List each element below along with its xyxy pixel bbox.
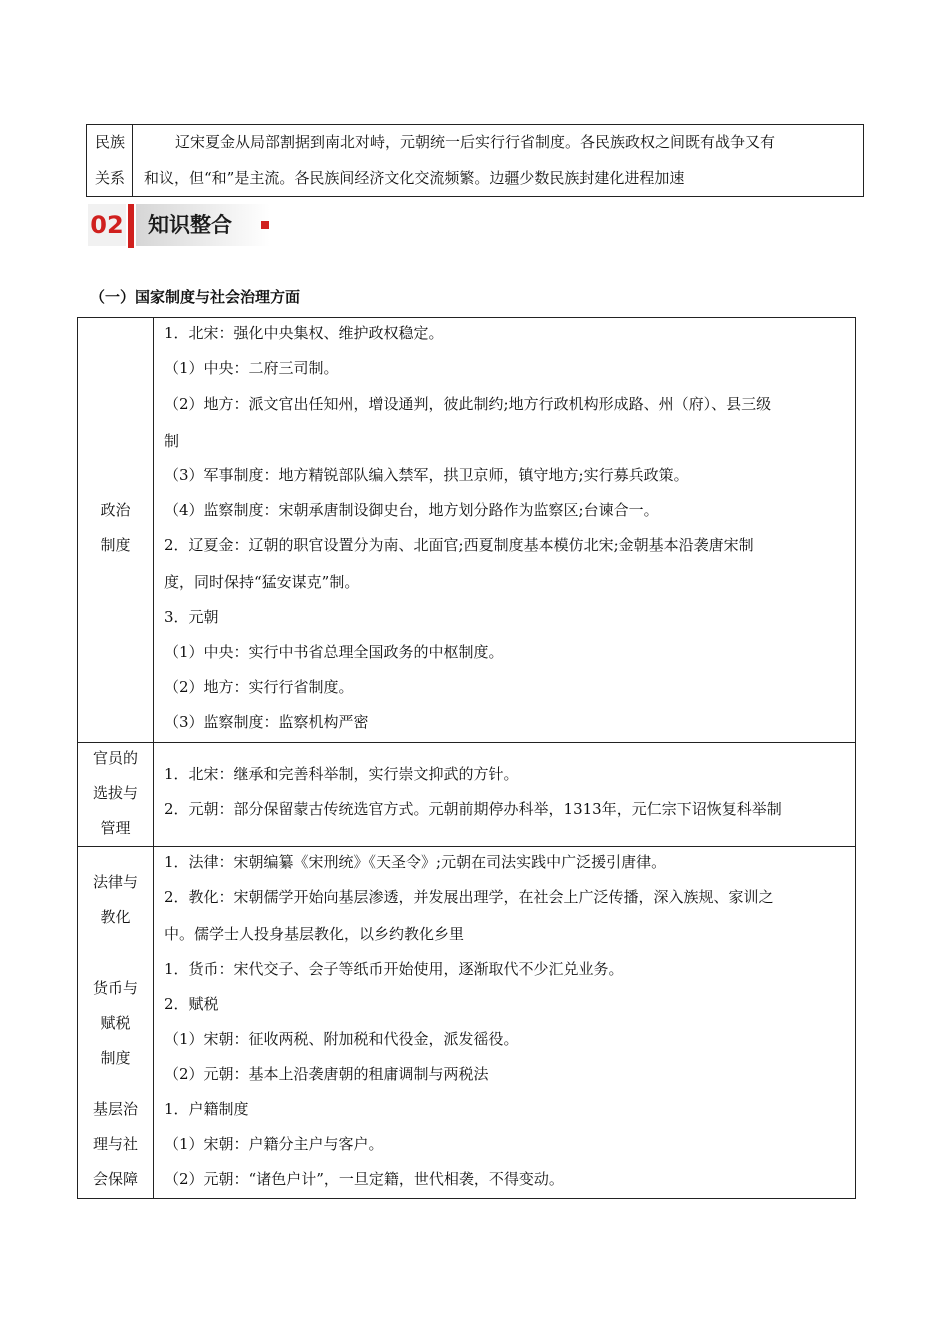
section-title: 知识整合 <box>136 204 270 246</box>
content-line: 1．法律：宋朝编纂《宋刑统》《天圣令》;元朝在司法实践中广泛援引唐律。 <box>164 853 667 871</box>
content-line: 和议，但“和”是主流。各民族间经济文化交流频繁。边疆少数民族封建化进程加速 <box>144 169 685 187</box>
content-line: （4）监察制度：宋朝承唐制设御史台，地方划分路作为监察区;台谏合一。 <box>164 501 659 519</box>
row-label-line: 制度 <box>100 1049 131 1067</box>
content-line: （3）监察制度：监察机构严密 <box>164 713 369 731</box>
content-line: 2．教化：宋朝儒学开始向基层渗透，并发展出理学，在社会上广泛传播，深入族规、家训之 <box>164 888 774 906</box>
row-label-line: 理与社 <box>92 1135 138 1153</box>
column-divider <box>153 318 154 1198</box>
row-divider <box>78 846 855 847</box>
content-line: 1．货币：宋代交子、会子等纸币开始使用，逐渐取代不少汇兑业务。 <box>164 960 624 978</box>
content-line: 3．元朝 <box>164 608 219 626</box>
row-label-line: 制度 <box>100 536 131 554</box>
content-line: （1）宋朝：征收两税、附加税和代役金，派发徭役。 <box>164 1030 519 1048</box>
row-label-line: 会保障 <box>92 1170 138 1188</box>
content-line: 2．赋税 <box>164 995 219 1013</box>
row-label-line: 法律与 <box>92 873 138 891</box>
row-label-line: 关系 <box>94 169 125 187</box>
content-line: （1）宋朝：户籍分主户与客户。 <box>164 1135 384 1153</box>
content-line: 度，同时保持“猛安谋克”制。 <box>164 573 360 591</box>
section-header <box>88 204 270 248</box>
row-label-line: 教化 <box>100 908 131 926</box>
content-line: （2）地方：派文官出任知州，增设通判，彼此制约;地方行政机构形成路、州（府）、县三级 <box>164 395 772 413</box>
section-number: 02 <box>88 204 126 246</box>
row-label-line: 选拔与 <box>92 784 138 802</box>
square-bullet-icon <box>261 221 269 229</box>
row-divider <box>78 742 855 743</box>
content-line: 1．北宋：继承和完善科举制，实行崇文抑武的方针。 <box>164 765 519 783</box>
content-line: （3）军事制度：地方精锐部队编入禁军，拱卫京师，镇守地方;实行募兵政策。 <box>164 466 689 484</box>
row-label-line: 官员的 <box>92 749 138 767</box>
content-line: 2．辽夏金：辽朝的职官设置分为南、北面官;西夏制度基本模仿北宋;金朝基本沿袭唐宋制 <box>164 536 754 554</box>
content-line: 2．元朝：部分保留蒙古传统选官方式。元朝前期停办科举，1313年，元仁宗下诏恢复科举制 <box>164 800 782 818</box>
content-line: （2）元朝：基本上沿袭唐朝的租庸调制与两税法 <box>164 1065 489 1083</box>
section-accent-bar <box>128 204 134 248</box>
content-line: 制 <box>164 432 180 450</box>
row-label-line: 货币与 <box>92 979 138 997</box>
content-line: 辽宋夏金从局部割据到南北对峙，元朝统一后实行行省制度。各民族政权之间既有战争又有 <box>175 133 776 151</box>
content-line: 中。儒学士人投身基层教化，以乡约教化乡里 <box>164 925 465 943</box>
content-line: 1．北宋：强化中央集权、维护政权稳定。 <box>164 324 444 342</box>
content-line: 1．户籍制度 <box>164 1100 249 1118</box>
row-label-line: 赋税 <box>100 1014 131 1032</box>
ethnic-relations-table <box>86 124 864 197</box>
content-line: （2）地方：实行行省制度。 <box>164 678 354 696</box>
row-label-line: 政治 <box>100 501 131 519</box>
ethnic-relations-label-cell <box>87 125 133 196</box>
content-line: （2）元朝：“诸色户计”，一旦定籍，世代相袭，不得变动。 <box>164 1170 564 1188</box>
content-line: （1）中央：二府三司制。 <box>164 359 339 377</box>
institutions-table <box>77 317 856 1199</box>
row-label-line: 民族 <box>94 133 125 151</box>
subheading: （一）国家制度与社会治理方面 <box>90 288 301 306</box>
row-label-line: 管理 <box>100 819 131 837</box>
row-label-line: 基层治 <box>92 1100 138 1118</box>
content-line: （1）中央：实行中书省总理全国政务的中枢制度。 <box>164 643 504 661</box>
